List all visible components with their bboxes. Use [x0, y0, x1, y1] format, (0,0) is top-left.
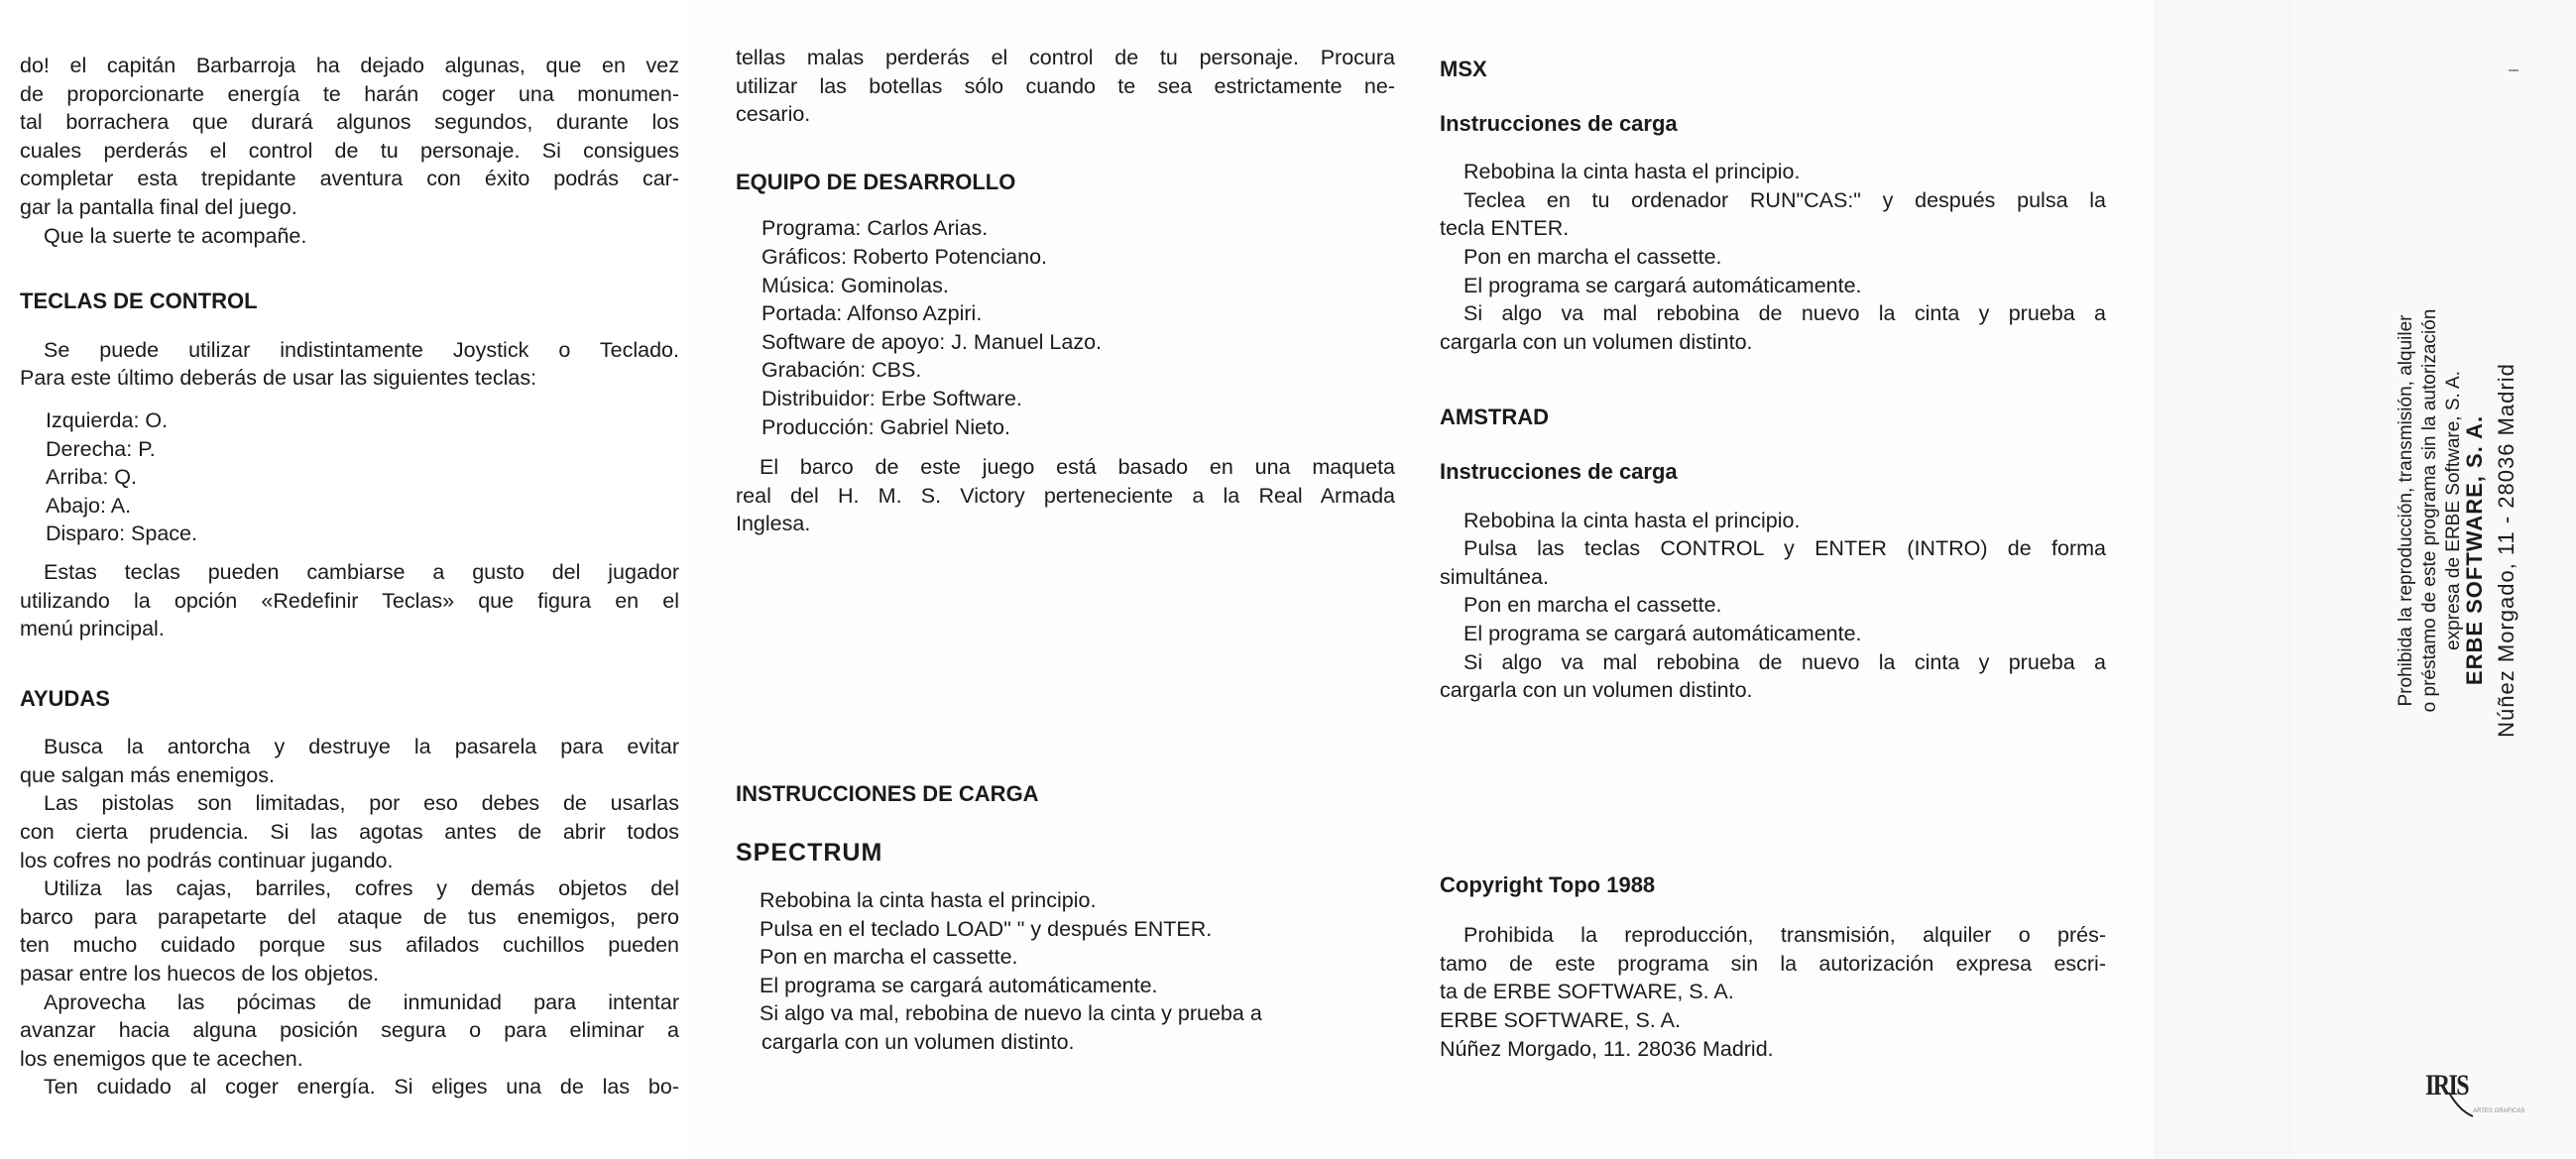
msx-line: Si algo va mal rebobina de nuevo la cinta y prueba a	[1464, 301, 2106, 326]
intro-line: gar la pantalla final del juego.	[20, 194, 297, 219]
copyright-line: Prohibida la reproducción, transmisión, alquiler o prés-	[1464, 923, 2106, 948]
spine-company: ERBE SOFTWARE, S. A.	[2462, 414, 2487, 686]
amstrad-line: cargarla con un volumen distinto.	[1440, 678, 1753, 703]
hint-line: Utiliza las cajas, barriles, cofres y demás objetos del	[44, 876, 679, 901]
msx-line: El programa se cargará automáticamente.	[1464, 273, 1862, 297]
hint-line: los cofres no podrás continuar jugando.	[20, 848, 394, 872]
controls-intro-line: Para este último deberás de usar las siguientes teclas:	[20, 366, 537, 391]
key-item: Abajo: A.	[46, 493, 132, 518]
column-2	[736, 44, 1395, 1057]
printer-logo-swoosh-icon	[2447, 1091, 2487, 1120]
ship-line: real del H. M. S. Victory perteneciente a la Real Armada	[736, 483, 1395, 508]
spine-tick-mark	[2509, 69, 2518, 71]
credit-item: Música: Gominolas.	[761, 273, 949, 297]
continued-line: tellas malas perderás el control de tu personaje. Procura	[736, 46, 1395, 69]
intro-line: completar esta trepidante aventura con éxito podrás car-	[20, 167, 679, 191]
hint-line: con cierta prudencia. Si las agotas antes de abrir todos	[20, 820, 679, 845]
amstrad-instructions	[1440, 507, 2106, 705]
msx-subheading: Instrucciones de carga	[1440, 110, 1678, 136]
msx-line: Pon en marcha el cassette.	[1464, 244, 1722, 269]
hint-line: avanzar hacia alguna posición segura o para eliminar a	[20, 1018, 679, 1043]
hint-line: Las pistolas son limitadas, por eso debes de usarlas	[44, 791, 679, 816]
key-item: Disparo: Space.	[46, 522, 197, 546]
spectrum-line: cargarla con un volumen distinto.	[761, 1030, 1075, 1055]
credit-item: Grabación: CBS.	[761, 358, 922, 383]
spectrum-instructions	[736, 886, 1395, 1057]
intro-line: do! el capitán Barbarroja ha dejado algunas, que en vez	[20, 54, 679, 77]
spectrum-line: Si algo va mal, rebobina de nuevo la cinta y prueba a	[760, 1001, 1262, 1026]
loading-instructions-heading: INSTRUCCIONES DE CARGA	[736, 780, 1039, 806]
controls-outro-line: utilizando la opción «Redefinir Teclas» que figura en el	[20, 588, 679, 613]
credit-item: Gráficos: Roberto Potenciano.	[761, 244, 1048, 269]
controls-heading: TECLAS DE CONTROL	[20, 289, 258, 314]
column-3	[1440, 56, 2106, 1063]
amstrad-line: Rebobina la cinta hasta el principio.	[1464, 508, 1801, 532]
key-item: Izquierda: O.	[46, 407, 169, 432]
copyright-line: ta de ERBE SOFTWARE, S. A.	[1440, 980, 1734, 1004]
spectrum-line: Pon en marcha el cassette.	[760, 945, 1018, 970]
continued-line: cesario.	[736, 102, 811, 127]
msx-heading: MSX	[1440, 57, 1487, 81]
credit-item: Producción: Gabriel Nieto.	[761, 414, 1010, 439]
spine-legal-line-2: o préstamo de este programa sin la autorización	[2419, 308, 2440, 713]
copyright-heading: Copyright Topo 1988	[1440, 871, 1656, 897]
hint-line: Ten cuidado al coger energía. Si eliges una de las bo-	[44, 1075, 679, 1100]
key-item: Derecha: P.	[46, 436, 156, 461]
hint-line: pasar entre los huecos de los objetos.	[20, 962, 380, 986]
msx-instructions	[1440, 158, 2106, 356]
ship-line: El barco de este juego está basado en una maqueta	[760, 455, 1395, 480]
hint-line: los enemigos que te acechen.	[20, 1046, 303, 1071]
column-1	[20, 52, 679, 1101]
good-luck-line: Que la suerte te acompañe.	[44, 223, 307, 248]
controls-intro-line: Se puede utilizar indistintamente Joystick o Teclado.	[44, 337, 679, 362]
hint-line: ten mucho cuidado porque sus afilados cuchillos pueden	[20, 933, 679, 958]
amstrad-line: Si algo va mal rebobina de nuevo la cinta y prueba a	[1464, 649, 2106, 674]
spectrum-line: Pulsa en el teclado LOAD" " y después ENTER.	[760, 916, 1213, 941]
spine-legal-line-1: Prohibida la reproducción, transmisión, alquiler	[2396, 314, 2416, 707]
spine-legal-line-3: expresa de ERBE Software, S. A.	[2443, 371, 2464, 650]
intro-line: de proporcionarte energía te harán coger una monumen-	[20, 81, 679, 106]
hint-line: barco para parapetarte del ataque de tus enemigos, pero	[20, 904, 679, 929]
credit-item: Software de apoyo: J. Manuel Lazo.	[761, 329, 1103, 354]
dev-team-heading: EQUIPO DE DESARROLLO	[736, 169, 1016, 194]
controls-outro	[20, 558, 679, 643]
intro-line: tal borrachera que durará algunos segundos, durante los	[20, 110, 679, 135]
msx-line: Teclea en tu ordenador RUN"CAS:" y después pulsa la	[1464, 187, 2106, 212]
msx-line: tecla ENTER.	[1440, 216, 1570, 241]
msx-line: Rebobina la cinta hasta el principio.	[1464, 160, 1801, 184]
hint-line: Aprovecha las pócimas de inmunidad para intentar	[44, 989, 679, 1014]
amstrad-line: Pon en marcha el cassette.	[1464, 593, 1722, 618]
spine-company-block	[2459, 253, 2528, 848]
hint-line: que salgan más enemigos.	[20, 762, 275, 787]
credit-item: Portada: Alfonso Azpiri.	[761, 301, 983, 326]
spectrum-line: El programa se cargará automáticamente.	[760, 973, 1158, 997]
continued-paragraph	[736, 44, 1395, 129]
amstrad-subheading: Instrucciones de carga	[1440, 458, 1678, 484]
hints-heading: AYUDAS	[20, 685, 110, 711]
controls-outro-line: Estas teclas pueden cambiarse a gusto del jugador	[44, 559, 679, 584]
printer-logo-subtext: ARTES GRAFICAS	[2473, 1108, 2525, 1114]
continued-line: utilizar las botellas sólo cuando te sea estrictamente ne-	[736, 73, 1395, 98]
printer-logo-text: IRIS	[2425, 1069, 2468, 1101]
copyright-line: ERBE SOFTWARE, S. A.	[1440, 1008, 1681, 1033]
hints-paragraphs	[20, 733, 679, 1101]
hint-line: Busca la antorcha y destruye la pasarela para evitar	[44, 735, 679, 759]
spine-address: Núñez Morgado, 11 - 28036 Madrid	[2494, 363, 2518, 738]
amstrad-line: El programa se cargará automáticamente.	[1464, 621, 1862, 645]
amstrad-line: simultánea.	[1440, 564, 1549, 589]
msx-line: cargarla con un volumen distinto.	[1440, 329, 1753, 354]
printer-logo	[2425, 1069, 2525, 1128]
fold-panel-3	[2154, 0, 2292, 1159]
intro-line: cuales perderás el control de tu personaje. Si consigues	[20, 138, 679, 163]
ship-paragraph	[736, 453, 1395, 538]
ship-line: Inglesa.	[736, 512, 811, 536]
spectrum-heading: SPECTRUM	[736, 838, 883, 867]
copyright-paragraph	[1440, 921, 2106, 1063]
credit-item: Distribuidor: Erbe Software.	[761, 386, 1022, 410]
key-item: Arriba: Q.	[46, 465, 137, 490]
copyright-line: tamo de este programa sin la autorización expresa escri-	[1440, 951, 2106, 976]
credit-item: Programa: Carlos Arias.	[761, 216, 989, 241]
controls-intro	[20, 336, 679, 393]
credits-list	[736, 214, 1395, 441]
keys-list	[20, 406, 679, 548]
copyright-line: Núñez Morgado, 11. 28036 Madrid.	[1440, 1036, 1774, 1061]
spectrum-line: Rebobina la cinta hasta el principio.	[760, 888, 1097, 913]
amstrad-heading: AMSTRAD	[1440, 405, 1549, 430]
controls-outro-line: menú principal.	[20, 617, 165, 641]
amstrad-line: Pulsa las teclas CONTROL y ENTER (INTRO) de forma	[1464, 536, 2106, 561]
intro-paragraph	[20, 52, 679, 222]
